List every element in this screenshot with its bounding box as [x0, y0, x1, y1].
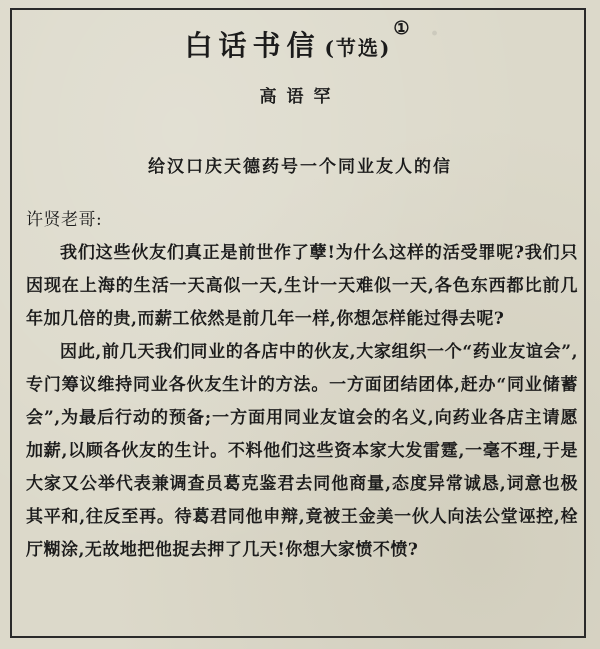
title-excerpt-marker: (节选) — [324, 36, 392, 60]
paragraph-1: 我们这些伙友们真正是前世作了孽!为什么这样的活受罪呢?我们只因现在上海的生活一天高似一天,生计一天难似一天,各色东西都比前几年加几倍的贵,而薪工依然是前几年一样,你想怎样能过得去呢? — [26, 243, 578, 329]
title-main: 白话书信 — [184, 29, 321, 62]
footnote-marker: ① — [393, 18, 416, 39]
article-title — [12, 18, 588, 64]
letter-subtitle: 给汉口庆天德药号一个同业友人的信 — [148, 157, 452, 177]
article-frame — [10, 8, 586, 638]
salutation: 许贤老哥: — [26, 210, 103, 230]
author-name: 高语罕 — [259, 87, 341, 107]
letter-body — [26, 204, 578, 567]
paragraph-2: 因此,前几天我们同业的各店中的伙友,大家组织一个“药业友谊会”,专门筹议维持同业各伙友生计的方法。一方面团结团体,赶办“同业储蓄会”,为最后行动的预备;一方面用同业友谊会的名义,向药业各店主请愿加薪,以顾各伙友的生计。不料他们这些资本家大发雷霆,一毫不理,于是大家又公举代表兼调查员葛克鉴君去同他商量,态度异常诚恳,词意也极其平和,往反至再。待葛君同他申辩,竟被王金美一伙人向法公堂诬控,栓厅糊涂,无故地把他捉去押了几天!你想大家愤不愤? — [26, 342, 578, 560]
show-through-text: . — [430, 12, 440, 42]
